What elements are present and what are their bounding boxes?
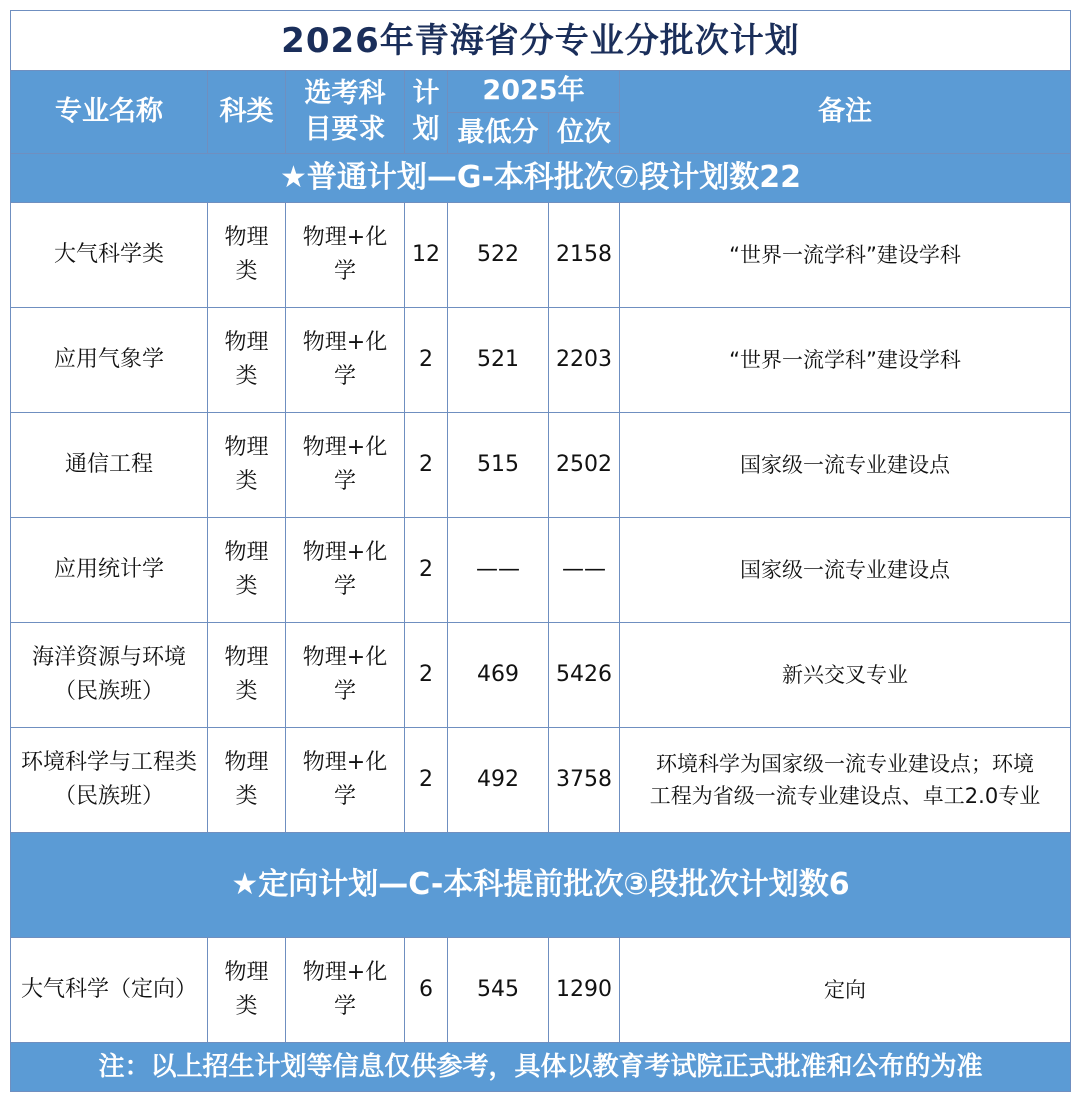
cell-major — [11, 308, 208, 413]
cell-min-score: —— — [448, 518, 549, 623]
cell-category — [208, 203, 286, 308]
cell-major-line: 大气科学类 — [53, 242, 164, 267]
cell-category-line: 物理 — [224, 960, 269, 985]
cell-category-line: 类 — [235, 259, 258, 284]
cell-remark-line: 工程为省级一流专业建设点、卓工2.0专业 — [649, 784, 1041, 808]
cell-category — [208, 728, 286, 833]
header-plan — [405, 71, 448, 154]
cell-category-line: 类 — [235, 469, 258, 494]
cell-major — [11, 203, 208, 308]
cell-plan: 12 — [405, 203, 448, 308]
cell-subjects-line: 学 — [333, 574, 356, 599]
cell-rank: 3758 — [549, 728, 620, 833]
cell-min-score: 515 — [448, 413, 549, 518]
cell-rank: 2502 — [549, 413, 620, 518]
cell-subjects-line: 学 — [333, 994, 356, 1019]
cell-subjects — [286, 413, 405, 518]
cell-category-line: 物理 — [224, 330, 269, 355]
cell-remark — [620, 203, 1071, 308]
section-heading-directed: ★定向计划—C-本科提前批次③段批次计划数6 — [11, 833, 1071, 938]
cell-major-line: 通信工程 — [64, 452, 153, 477]
cell-min-score: 522 — [448, 203, 549, 308]
cell-min-score: 469 — [448, 623, 549, 728]
cell-category — [208, 413, 286, 518]
cell-subjects — [286, 308, 405, 413]
cell-category-line: 类 — [235, 994, 258, 1019]
cell-subjects — [286, 938, 405, 1043]
directed-plan-rows — [11, 938, 1071, 1043]
cell-subjects-line: 物理+化 — [302, 750, 388, 775]
cell-remark — [620, 518, 1071, 623]
cell-remark — [620, 938, 1071, 1043]
cell-remark-line: “世界一流学科”建设学科 — [729, 243, 961, 267]
cell-subjects-line: 物理+化 — [302, 540, 388, 565]
section-heading-general: ★普通计划—G-本科批次⑦段计划数22 — [11, 154, 1071, 203]
cell-plan: 2 — [405, 413, 448, 518]
table-row — [11, 413, 1071, 518]
admission-plan-table — [10, 10, 1071, 1092]
header-major: 专业名称 — [11, 71, 208, 154]
cell-subjects-line: 学 — [333, 679, 356, 704]
table-row — [11, 203, 1071, 308]
header-subjects — [286, 71, 405, 154]
cell-category — [208, 623, 286, 728]
cell-category-line: 物理 — [224, 435, 269, 460]
general-plan-rows — [11, 203, 1071, 833]
header-subjects-line2: 目要求 — [304, 114, 386, 145]
cell-subjects-line: 学 — [333, 364, 356, 389]
cell-plan: 2 — [405, 518, 448, 623]
cell-category-line: 类 — [235, 574, 258, 599]
cell-major — [11, 623, 208, 728]
cell-subjects — [286, 203, 405, 308]
header-category: 科类 — [208, 71, 286, 154]
cell-subjects-line: 学 — [333, 259, 356, 284]
cell-plan: 6 — [405, 938, 448, 1043]
cell-category-line: 物理 — [224, 645, 269, 670]
header-plan-line2: 划 — [412, 114, 440, 145]
cell-major-line: 环境科学与工程类 — [20, 750, 197, 775]
cell-remark — [620, 623, 1071, 728]
cell-category — [208, 308, 286, 413]
cell-rank: —— — [549, 518, 620, 623]
cell-rank: 1290 — [549, 938, 620, 1043]
cell-major-line: （民族班） — [53, 784, 164, 809]
cell-min-score: 545 — [448, 938, 549, 1043]
cell-category-line: 类 — [235, 679, 258, 704]
header-plan-line1: 计 — [412, 78, 440, 109]
cell-rank: 2158 — [549, 203, 620, 308]
table-row — [11, 518, 1071, 623]
header-rank: 位次 — [549, 112, 620, 154]
table-row — [11, 938, 1071, 1043]
cell-remark — [620, 413, 1071, 518]
table-row — [11, 308, 1071, 413]
footnote: 注：以上招生计划等信息仅供参考，具体以教育考试院正式批准和公布的为准 — [11, 1043, 1071, 1092]
header-remark: 备注 — [620, 71, 1071, 154]
header-subjects-line1: 选考科 — [304, 78, 386, 109]
cell-subjects-line: 学 — [333, 784, 356, 809]
cell-major-line: 应用气象学 — [53, 347, 164, 372]
page-title: 2026年青海省分专业分批次计划 — [11, 11, 1071, 71]
cell-subjects — [286, 728, 405, 833]
cell-subjects — [286, 518, 405, 623]
cell-major — [11, 413, 208, 518]
cell-major-line: 应用统计学 — [53, 557, 164, 582]
cell-remark — [620, 728, 1071, 833]
cell-plan: 2 — [405, 623, 448, 728]
cell-major-line: 海洋资源与环境 — [31, 645, 186, 670]
cell-remark-line: “世界一流学科”建设学科 — [729, 348, 961, 372]
cell-subjects-line: 物理+化 — [302, 645, 388, 670]
cell-subjects-line: 物理+化 — [302, 960, 388, 985]
cell-remark-line: 环境科学为国家级一流专业建设点；环境 — [656, 752, 1034, 776]
cell-rank: 5426 — [549, 623, 620, 728]
cell-plan: 2 — [405, 728, 448, 833]
cell-category — [208, 938, 286, 1043]
cell-category-line: 类 — [235, 784, 258, 809]
table-row — [11, 623, 1071, 728]
cell-subjects — [286, 623, 405, 728]
cell-plan: 2 — [405, 308, 448, 413]
cell-category-line: 物理 — [224, 750, 269, 775]
cell-remark-line: 定向 — [824, 978, 866, 1002]
cell-major-line: 大气科学（定向） — [20, 977, 197, 1002]
cell-category — [208, 518, 286, 623]
cell-major-line: （民族班） — [53, 679, 164, 704]
cell-remark — [620, 308, 1071, 413]
cell-subjects-line: 物理+化 — [302, 225, 388, 250]
cell-rank: 2203 — [549, 308, 620, 413]
table-row — [11, 728, 1071, 833]
cell-major — [11, 728, 208, 833]
cell-min-score: 492 — [448, 728, 549, 833]
cell-major — [11, 518, 208, 623]
cell-category-line: 物理 — [224, 540, 269, 565]
cell-remark-line: 国家级一流专业建设点 — [740, 558, 950, 582]
cell-major — [11, 938, 208, 1043]
cell-category-line: 类 — [235, 364, 258, 389]
cell-subjects-line: 物理+化 — [302, 435, 388, 460]
cell-remark-line: 新兴交叉专业 — [782, 663, 908, 687]
cell-category-line: 物理 — [224, 225, 269, 250]
header-year: 2025年 — [448, 71, 620, 113]
cell-subjects-line: 学 — [333, 469, 356, 494]
header-min-score: 最低分 — [448, 112, 549, 154]
cell-remark-line: 国家级一流专业建设点 — [740, 453, 950, 477]
cell-min-score: 521 — [448, 308, 549, 413]
cell-subjects-line: 物理+化 — [302, 330, 388, 355]
